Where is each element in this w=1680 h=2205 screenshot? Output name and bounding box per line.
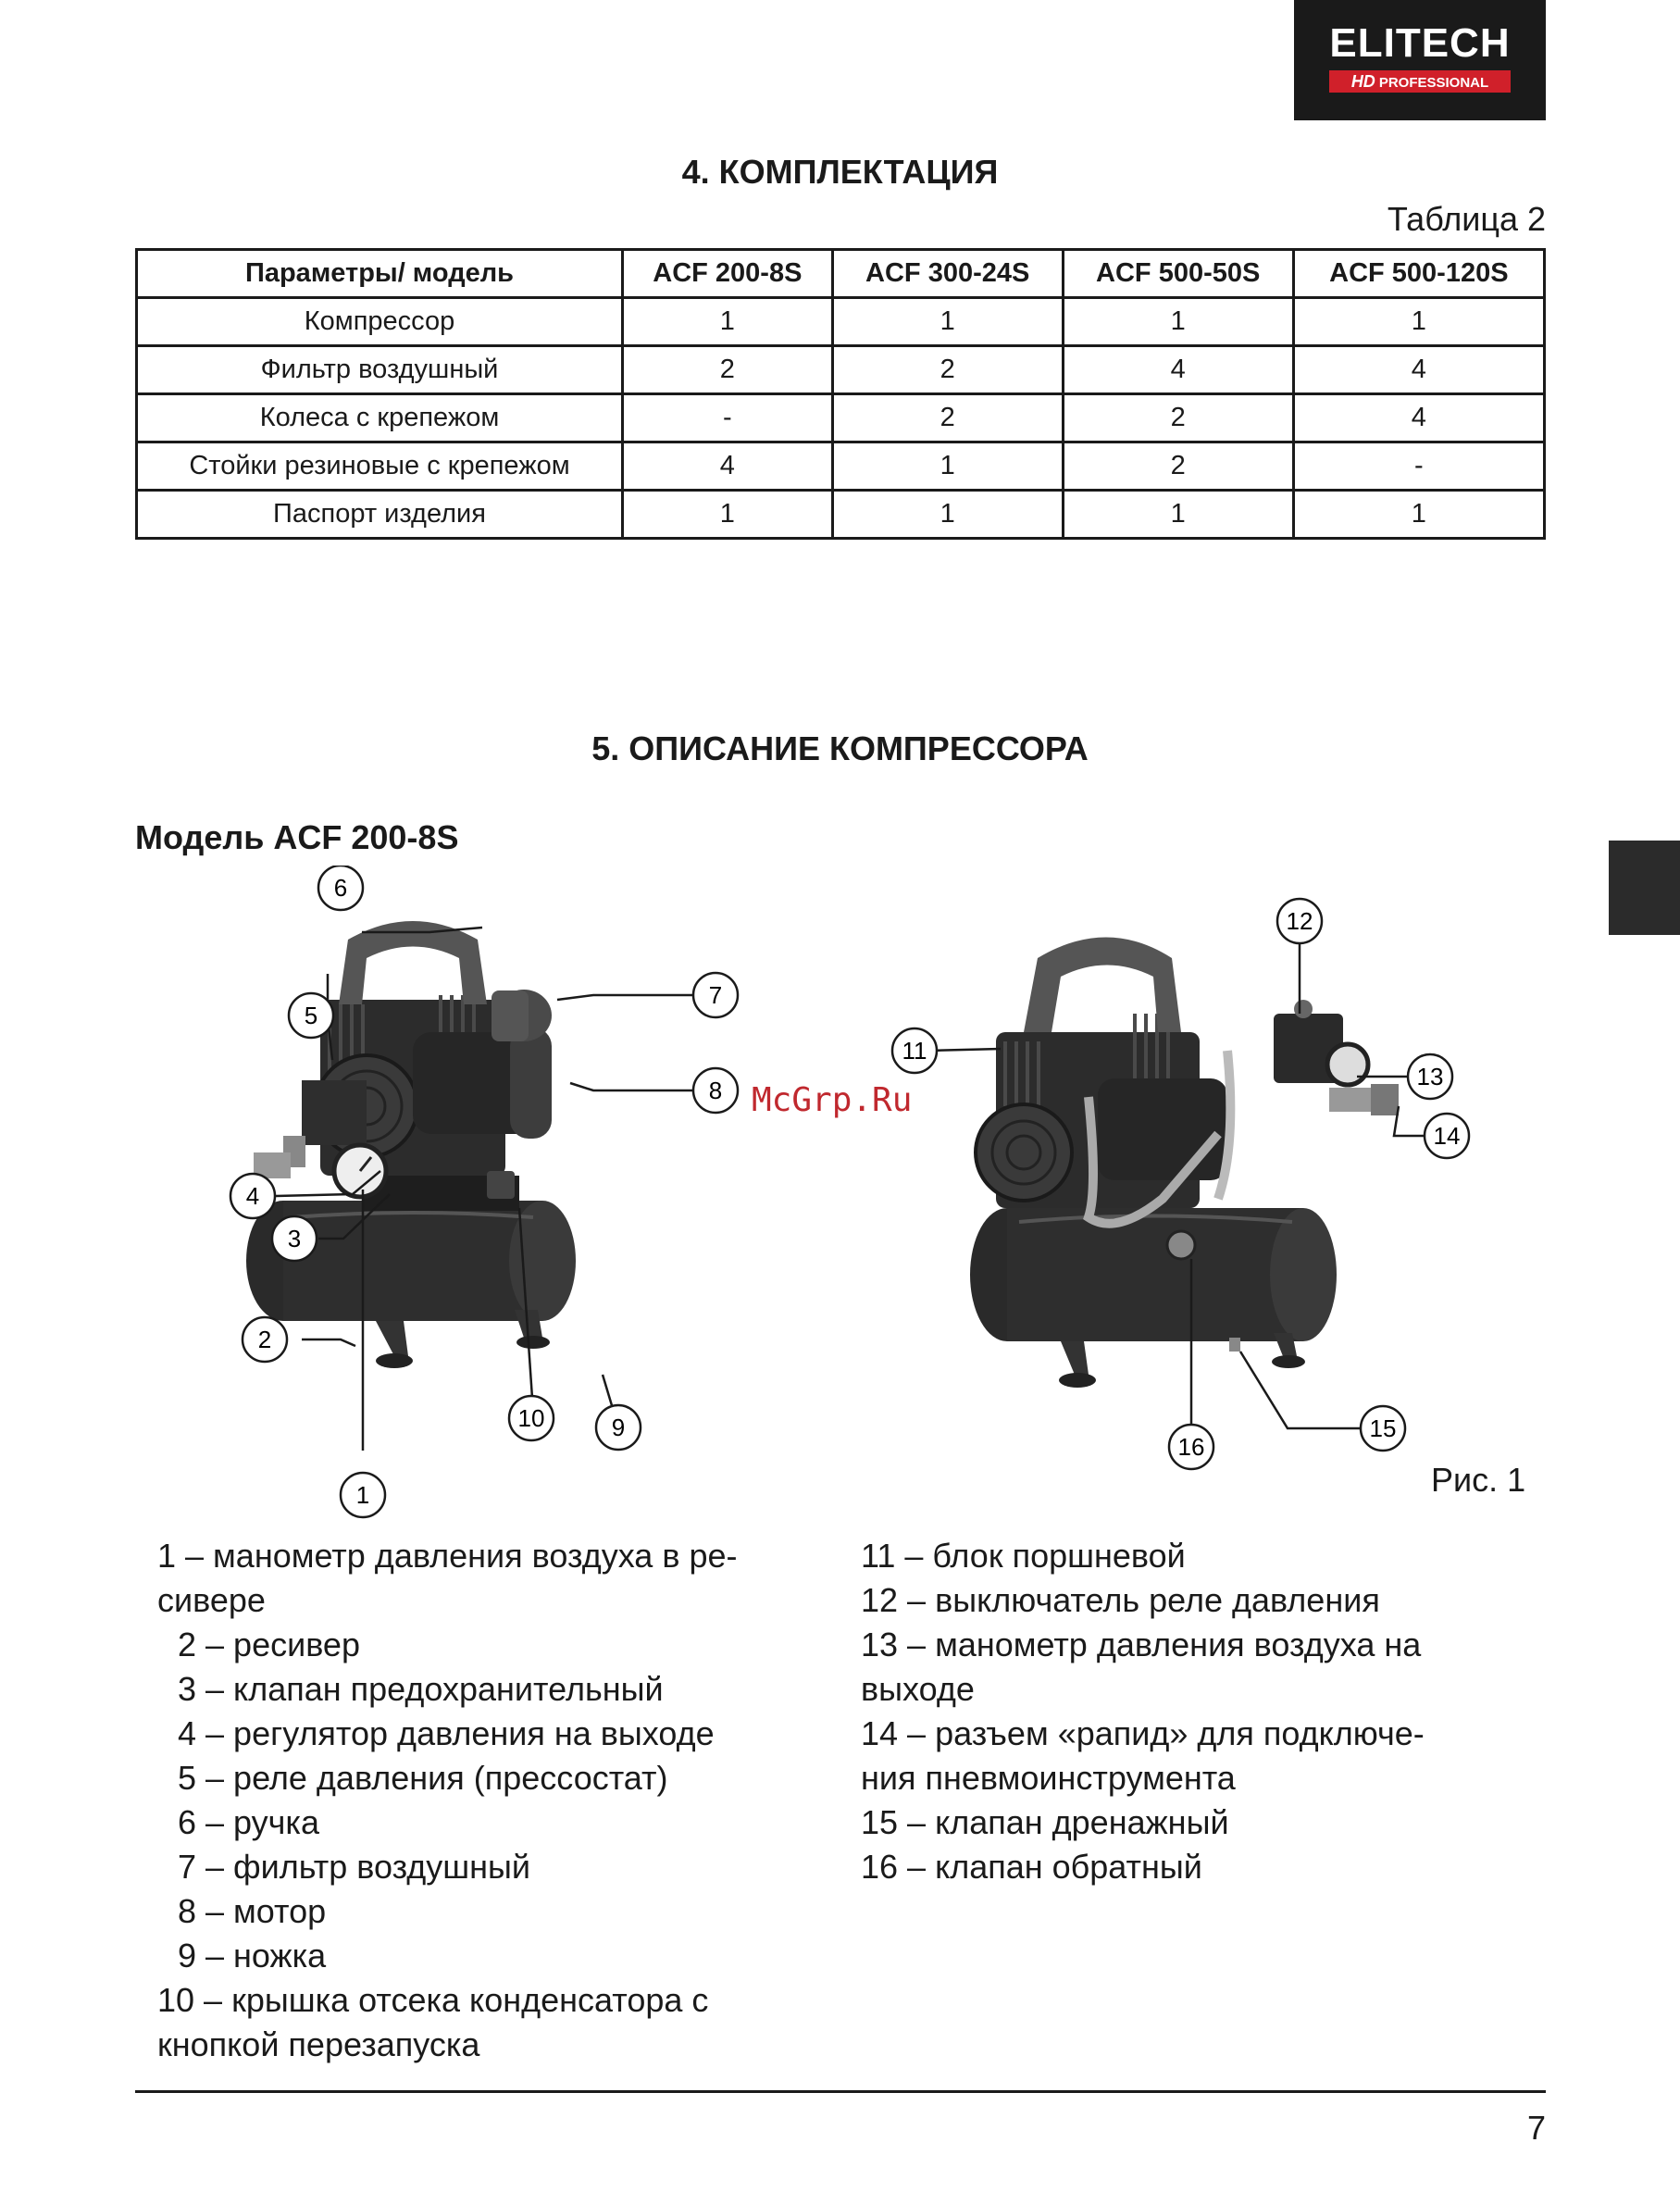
- brand-logo: [1294, 0, 1546, 120]
- table-cell: 2: [832, 346, 1063, 394]
- table-cell: 1: [1063, 491, 1293, 539]
- table-row: [137, 394, 1545, 442]
- table-cell: 1: [832, 298, 1063, 346]
- legend-item: выходе: [861, 1670, 975, 1708]
- callout-label-11: 11: [902, 1037, 927, 1065]
- section-tab: [1609, 841, 1680, 935]
- callout-11: [892, 1028, 937, 1073]
- table-cell: 1: [1293, 491, 1544, 539]
- legend-item: 3 – клапан предохранительный: [178, 1670, 664, 1708]
- table-cell: 4: [623, 442, 833, 491]
- callout-6: [318, 866, 363, 910]
- legend-item: 9 – ножка: [178, 1937, 327, 1975]
- legend-item: 12 – выключатель реле давления: [861, 1581, 1380, 1619]
- callout-2: [243, 1317, 287, 1362]
- legend-item: 16 – клапан обратный: [861, 1848, 1202, 1886]
- watermark: McGrp.Ru: [752, 1081, 913, 1119]
- table-header: ACF 200-8S: [623, 250, 833, 298]
- logo-brand: ELITECH: [1329, 20, 1511, 66]
- table-header-row: [137, 250, 1545, 298]
- table-cell: 2: [1063, 394, 1293, 442]
- callout-label-4: 4: [245, 1182, 260, 1210]
- table-cell: Стойки резиновые с крепежом: [137, 442, 623, 491]
- callout-12: [1277, 899, 1322, 943]
- callout-8: [693, 1068, 738, 1113]
- callout-label-7: 7: [708, 981, 723, 1009]
- table-caption: Таблица 2: [1387, 200, 1546, 238]
- table-row: [137, 491, 1545, 539]
- table-row: [137, 298, 1545, 346]
- callout-14: [1425, 1114, 1469, 1158]
- table-cell: 1: [832, 442, 1063, 491]
- callout-16: [1169, 1425, 1213, 1469]
- callout-label-14: 14: [1433, 1122, 1461, 1150]
- callout-label-8: 8: [708, 1077, 723, 1104]
- table-header: ACF 500-120S: [1293, 250, 1544, 298]
- table-cell: -: [1293, 442, 1544, 491]
- table-cell: 1: [623, 298, 833, 346]
- table-header: Параметры/ модель: [137, 250, 623, 298]
- compressor-illustration: [135, 866, 1546, 1532]
- callout-4: [230, 1174, 275, 1218]
- legend-item: 14 – разъем «рапид» для подключе-: [861, 1714, 1425, 1752]
- legend-item: 10 – крышка отсека конденсатора с: [157, 1981, 709, 2019]
- legend-item: 15 – клапан дренажный: [861, 1803, 1229, 1841]
- callout-9: [596, 1405, 641, 1450]
- logo-hd: HD: [1350, 72, 1375, 91]
- table-cell: -: [623, 394, 833, 442]
- callout-label-1: 1: [355, 1481, 370, 1509]
- table-cell: 1: [623, 491, 833, 539]
- callout-label-12: 12: [1286, 907, 1313, 935]
- legend-item: кнопкой перезапуска: [157, 2025, 480, 2063]
- legend-item: ния пневмоинструмента: [861, 1759, 1236, 1797]
- legend-item: 13 – манометр давления воздуха на: [861, 1626, 1422, 1663]
- compressor-right: [970, 938, 1399, 1389]
- figure-label: Рис. 1: [1431, 1461, 1526, 1499]
- callout-13: [1408, 1054, 1452, 1099]
- legend-item: 8 – мотор: [178, 1892, 327, 1930]
- equipment-table: [135, 248, 1546, 540]
- callout-5: [289, 993, 333, 1038]
- table-header: ACF 500-50S: [1063, 250, 1293, 298]
- model-title: Модель ACF 200-8S: [135, 818, 459, 856]
- legend-item: 5 – реле давления (прессостат): [178, 1759, 668, 1797]
- table-cell: 2: [832, 394, 1063, 442]
- callout-7: [693, 973, 738, 1017]
- table-cell: 1: [832, 491, 1063, 539]
- table-cell: 1: [1063, 298, 1293, 346]
- callout-label-5: 5: [304, 1002, 318, 1029]
- legend-item: 6 – ручка: [178, 1803, 319, 1841]
- table-cell: 4: [1063, 346, 1293, 394]
- footer-divider: [135, 2090, 1546, 2093]
- legend-item: 11 – блок поршневой: [861, 1537, 1186, 1575]
- table-header: ACF 300-24S: [832, 250, 1063, 298]
- callout-label-2: 2: [257, 1326, 272, 1353]
- legend-item: 4 – регулятор давления на выходе: [178, 1714, 715, 1752]
- table-cell: Фильтр воздушный: [137, 346, 623, 394]
- callout-10: [509, 1396, 554, 1440]
- callout-label-10: 10: [517, 1404, 545, 1432]
- legend-left: [157, 1534, 819, 2067]
- legend-item: 7 – фильтр воздушный: [178, 1848, 531, 1886]
- callout-3: [272, 1216, 317, 1261]
- legend-item: сивере: [157, 1581, 266, 1619]
- legend-item: 1 – манометр давления воздуха в ре-: [157, 1537, 738, 1575]
- callout-label-15: 15: [1369, 1414, 1397, 1442]
- legend-right: [861, 1534, 1523, 1889]
- callout-label-6: 6: [333, 874, 348, 902]
- section5-title: 5. ОПИСАНИЕ КОМПРЕССОРА: [591, 729, 1089, 767]
- table-cell: 1: [1293, 298, 1544, 346]
- logo-professional: PROFESSIONAL: [1378, 75, 1489, 91]
- table-cell: Паспорт изделия: [137, 491, 623, 539]
- callout-label-3: 3: [287, 1225, 302, 1252]
- table-row: [137, 346, 1545, 394]
- callout-15: [1361, 1406, 1405, 1451]
- legend-item: 2 – ресивер: [178, 1626, 360, 1663]
- callout-1: [341, 1473, 385, 1517]
- table-cell: Компрессор: [137, 298, 623, 346]
- table-row: [137, 442, 1545, 491]
- logo-subtitle: [1329, 70, 1511, 93]
- page-number: 7: [1526, 2109, 1546, 2147]
- table-cell: 2: [1063, 442, 1293, 491]
- callout-label-9: 9: [611, 1414, 626, 1441]
- table-cell: 4: [1293, 394, 1544, 442]
- callout-label-13: 13: [1416, 1063, 1444, 1090]
- section4-title: 4. КОМПЛЕКТАЦИЯ: [681, 153, 999, 191]
- table-cell: Колеса с крепежом: [137, 394, 623, 442]
- callout-label-16: 16: [1177, 1433, 1205, 1461]
- table-cell: 4: [1293, 346, 1544, 394]
- table-cell: 2: [623, 346, 833, 394]
- compressor-figure: [135, 866, 1546, 1532]
